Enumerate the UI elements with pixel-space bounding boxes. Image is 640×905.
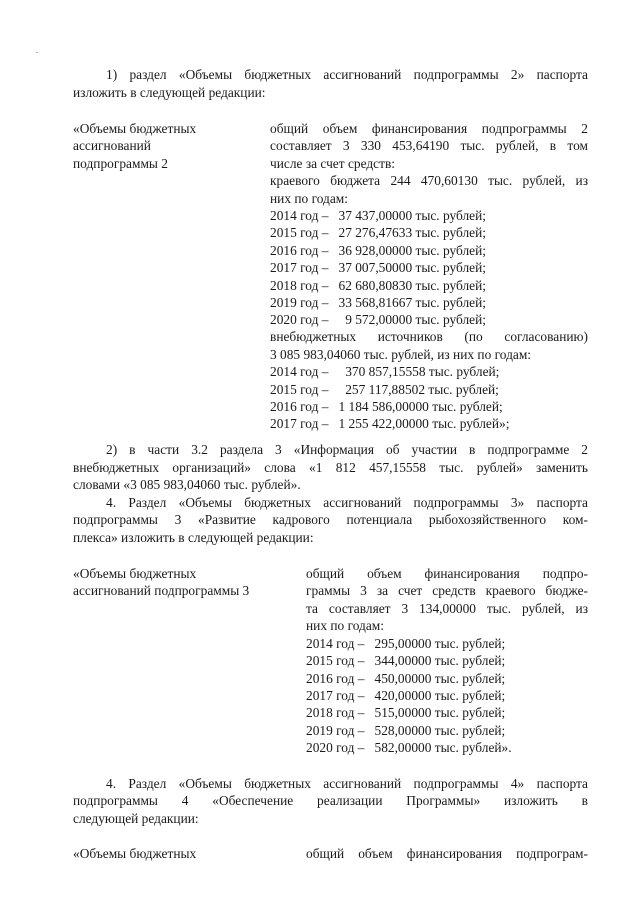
- table1-year-2014: 2014 год – 37 437,00000 тыс. рублей;: [270, 208, 487, 223]
- table2-right-3: та составляет 3 134,00000 тыс. рублей, из: [306, 601, 588, 616]
- table1-year-2016: 2016 год – 36 928,00000 тыс. рублей;: [270, 243, 487, 258]
- table1-year-2015: 2015 год – 27 276,47633 тыс. рублей;: [270, 225, 487, 240]
- item1-line-2: изложить в следующей редакции:: [73, 85, 266, 100]
- table1-left-3: подпрограммы 2: [73, 156, 168, 171]
- table1-right-2: составляет 3 330 453,64190 тыс. рублей, в том: [270, 138, 588, 153]
- table2-year-2014: 2014 год – 295,00000 тыс. рублей;: [306, 636, 506, 651]
- table1-left-1: «Объемы бюджетных: [73, 121, 197, 136]
- table1-year-2018: 2018 год – 62 680,80830 тыс. рублей;: [270, 278, 487, 293]
- table1-right-1: общий объем финансирования подпрограммы 2: [270, 121, 588, 136]
- item3-line-2: подпрограммы 3 «Развитие кадрового потенциала рыбохозяйственного ком-: [73, 512, 588, 527]
- table1-extra-2016: 2016 год – 1 184 586,00000 тыс. рублей;: [270, 399, 503, 414]
- table1-year-2019: 2019 год – 33 568,81667 тыс. рублей;: [270, 295, 487, 310]
- table2-year-2017: 2017 год – 420,00000 тыс. рублей;: [306, 688, 506, 703]
- item2-line-1: 2) в части 3.2 раздела 3 «Информация об участии в подпрограмме 2: [106, 442, 588, 457]
- table2-right-1: общий объем финансирования подпро-: [306, 566, 588, 581]
- table2-year-2018: 2018 год – 515,00000 тыс. рублей;: [306, 705, 506, 720]
- table1-mid-1: внебюджетных источников (по согласованию): [270, 329, 588, 344]
- table1-extra-2015: 2015 год – 257 117,88502 тыс. рублей;: [270, 382, 499, 397]
- item4-line-3: следующей редакции:: [73, 811, 199, 826]
- item3-line-1: 4. Раздел «Объемы бюджетных ассигнований подпрограммы 3» паспорта: [106, 495, 588, 510]
- table1-right-4: краевого бюджета 244 470,60130 тыс. рублей, из: [270, 173, 588, 188]
- item4-line-2: подпрограммы 4 «Обеспечение реализации Программы» изложить в: [73, 793, 588, 808]
- table1-year-2017: 2017 год – 37 007,50000 тыс. рублей;: [270, 260, 487, 275]
- item2-line-3: словами «3 085 983,04060 тыс. рублей».: [73, 477, 301, 492]
- table1-extra-2014: 2014 год – 370 857,15558 тыс. рублей;: [270, 364, 500, 379]
- table2-right-2: граммы 3 за счет средств краевого бюдже-: [306, 583, 588, 598]
- item1-line-1: 1) раздел «Объемы бюджетных ассигнований подпрограммы 2» паспорта: [106, 67, 588, 82]
- scan-speck: [36, 52, 38, 53]
- table2-year-2020: 2020 год – 582,00000 тыс. рублей».: [306, 740, 512, 755]
- item2-line-2: внебюджетных организаций» слова «1 812 457,15558 тыс. рублей» заменить: [73, 460, 588, 475]
- table2-right-4: них по годам:: [306, 618, 385, 633]
- table2-year-2019: 2019 год – 528,00000 тыс. рублей;: [306, 723, 506, 738]
- table1-left-2: ассигнований: [73, 138, 151, 153]
- table1-mid-2: 3 085 983,04060 тыс. рублей, из них по годам:: [270, 347, 532, 362]
- table2-year-2015: 2015 год – 344,00000 тыс. рублей;: [306, 653, 506, 668]
- item4-line-1: 4. Раздел «Объемы бюджетных ассигнований подпрограммы 4» паспорта: [106, 776, 588, 791]
- table1-right-3: числе за счет средств:: [270, 156, 396, 171]
- table2-left-1: «Объемы бюджетных: [73, 566, 197, 581]
- table1-year-2020: 2020 год – 9 572,00000 тыс. рублей;: [270, 312, 487, 327]
- item3-line-3: плекса» изложить в следующей редакции:: [73, 530, 314, 545]
- table3-left-1: «Объемы бюджетных: [73, 846, 197, 861]
- table1-right-5: них по годам:: [270, 191, 349, 206]
- table3-right-1: общий объем финансирования подпрограм-: [306, 846, 588, 861]
- table2-left-2: ассигнований подпрограммы 3: [73, 583, 250, 598]
- table1-extra-2017: 2017 год – 1 255 422,00000 тыс. рублей»;: [270, 416, 510, 431]
- table2-year-2016: 2016 год – 450,00000 тыс. рублей;: [306, 671, 506, 686]
